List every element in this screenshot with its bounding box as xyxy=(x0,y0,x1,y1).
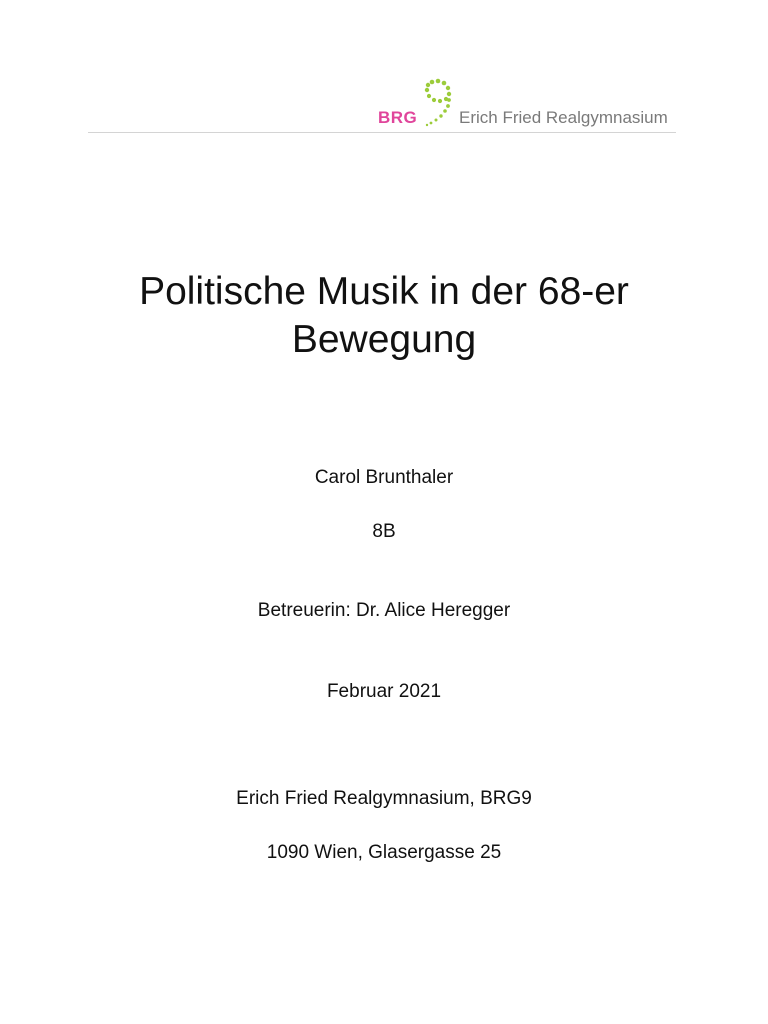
page-header xyxy=(88,72,676,133)
author-name: Carol Brunthaler xyxy=(314,467,454,488)
school-line: Erich Fried Realgymnasium, BRG9 xyxy=(236,788,532,809)
document-title xyxy=(0,268,768,364)
logo-school-name: Erich Fried Realgymnasium xyxy=(459,108,668,127)
address-line: 1090 Wien, Glasergasse 25 xyxy=(266,842,502,863)
header-divider xyxy=(88,132,676,133)
school-logo xyxy=(366,76,676,126)
advisor-line: Betreuerin: Dr. Alice Heregger xyxy=(257,600,511,621)
class-label: 8B xyxy=(372,521,396,542)
title-line-1: Politische Musik in der 68-er xyxy=(139,270,629,313)
green-dotted-nine-icon xyxy=(418,78,454,128)
title-line-2: Bewegung xyxy=(291,318,477,361)
logo-brg-text: BRG xyxy=(378,108,418,127)
date-line: Februar 2021 xyxy=(326,681,442,702)
